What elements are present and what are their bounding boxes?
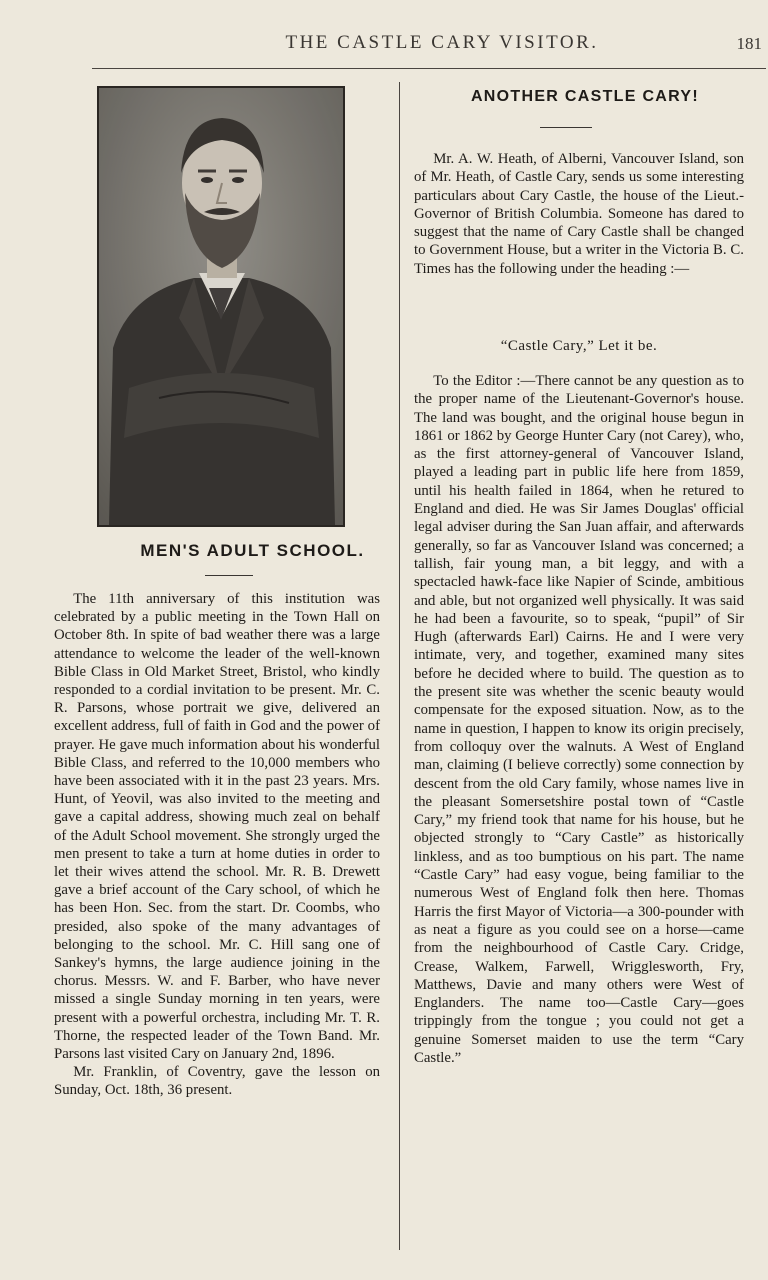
left-headline-rule <box>205 575 253 576</box>
portrait-illustration <box>99 88 343 525</box>
mens-adult-school-headline: MEN'S ADULT SCHOOL. <box>140 541 365 560</box>
column-divider <box>399 82 400 1250</box>
castle-cary-subheading: “Castle Cary,” Let it be. <box>500 338 658 354</box>
portrait-photo <box>97 86 345 527</box>
header-rule <box>92 68 766 69</box>
left-paragraph-2: Mr. Franklin, of Coventry, gave the lesson on Sunday, Oct. 18th, 36 present. <box>54 1064 380 1099</box>
left-article-body <box>54 590 380 1100</box>
running-title: THE CASTLE CARY VISITOR. <box>285 32 599 53</box>
left-paragraph-1: The 11th anniversary of this institution was celebrated by a public meeting in the Town Hall on October 8th. In spite of bad weather there was a large attendance to welcome the leader of the well-known Bible Class in Old Market Street, Bristol, who kindly responded to a cordial invitation to be present. Mr. C. R. Parsons, whose portrait we give, delivered an excellent address, full of faith in God and the power of prayer. He gave much information about his wonderful Bible Class, and referred to the 10,000 members who have been associated with it in the past 23 years. Mrs. Hunt, of Yeovil, was also invited to the meeting and gave a capital address, showing much zeal on behalf of the Adult School movement. She strongly urged the men present to take a turn at home duties in order to let their wives attend the school. Mr. R. B. Drewett gave a brief account of the Cary school, of which he has been Hon. Sec. from the start. Dr. Coombs, who presided, also spoke of the many advantages of belonging to the school. Mr. C. Hill sang one of Sankey's hymns, the large audience joining in the chorus. Messrs. W. and F. Barber, who have never missed a single Sunday morning in ten years, were present with a powerful orchestra, including Mr. T. R. Thorne, the respected leader of the Town Band. Mr. Parsons last visited Cary on January 2nd, 1896. <box>54 591 380 1063</box>
page-number: 181 <box>736 34 762 53</box>
right-headline-rule <box>540 127 592 128</box>
right-letter-body <box>414 372 744 1067</box>
right-intro-body <box>414 150 744 278</box>
another-castle-cary-headline: ANOTHER CASTLE CARY! <box>470 88 700 105</box>
right-letter-paragraph: To the Editor :—There cannot be any question as to the proper name of the Lieutenant-Governor's house. The land was bought, and the original house begun in 1861 or 1862 by George Hunter Cary (not Carey), who, as the first attorney-general of Vancouver Island, played a leading part in public life here from 1859, until his health failed in 1864, when he retured to England and died. He was Sir James Douglas' official legal adviser during the San Juan affair, and afterwards generally, so far as Vancouver Island was concerned; a tallish, fair young man, a bit leggy, and with a spectacled hawk-face like Napier of Scinde, ambitious and able, but not organized well physically. It was said he had been a favourite, so to speak, “pupil” of Sir Hugh (afterwards Earl) Cairns. He and I were very intimate, very, and together, examined many sites before he decided where to build. The question as to the present site was whether the scenic beauty would compensate for the exposed situation. Now, as to the name in question, I happen to know its origin precisely, from colloquy over the walnuts. A West of England man, claiming (I believe correctly) some connection by descent from the old Cary family, whose names live in the pleasant Somersetshire postal town of “Castle Cary,” my friend took that name for his house, but he objected strongly to “Cary Castle” as historically linkless, and as too bumptious on his part. The name “Castle Cary” had easy vogue, being familiar to the numerous West of England folk then here. Thomas Harris the first Mayor of Victoria—a 300-pounder with as neat a figure as you could see on a horse—came from the neighbourhood of Castle Cary. Cridge, Crease, Walkem, Farwell, Wrigglesworth, Fry, Matthews, Davie and many others were West of Englanders. The name too—Castle Cary—goes trippingly from the tongue ; you could not get a genuine Somerset maiden to use the term “Cary Castle.” <box>414 373 744 1066</box>
right-intro-paragraph: Mr. A. W. Heath, of Alberni, Vancouver Island, son of Mr. Heath, of Castle Cary, sends us some interesting particulars about Cary Castle, the house of the Lieut.-Governor of British Columbia. Someone has dared to suggest that the name of Cary Castle shall be changed to Government House, but a writer in the Victoria B. C. Times has the following under the heading :— <box>414 151 744 277</box>
running-header <box>92 30 762 60</box>
